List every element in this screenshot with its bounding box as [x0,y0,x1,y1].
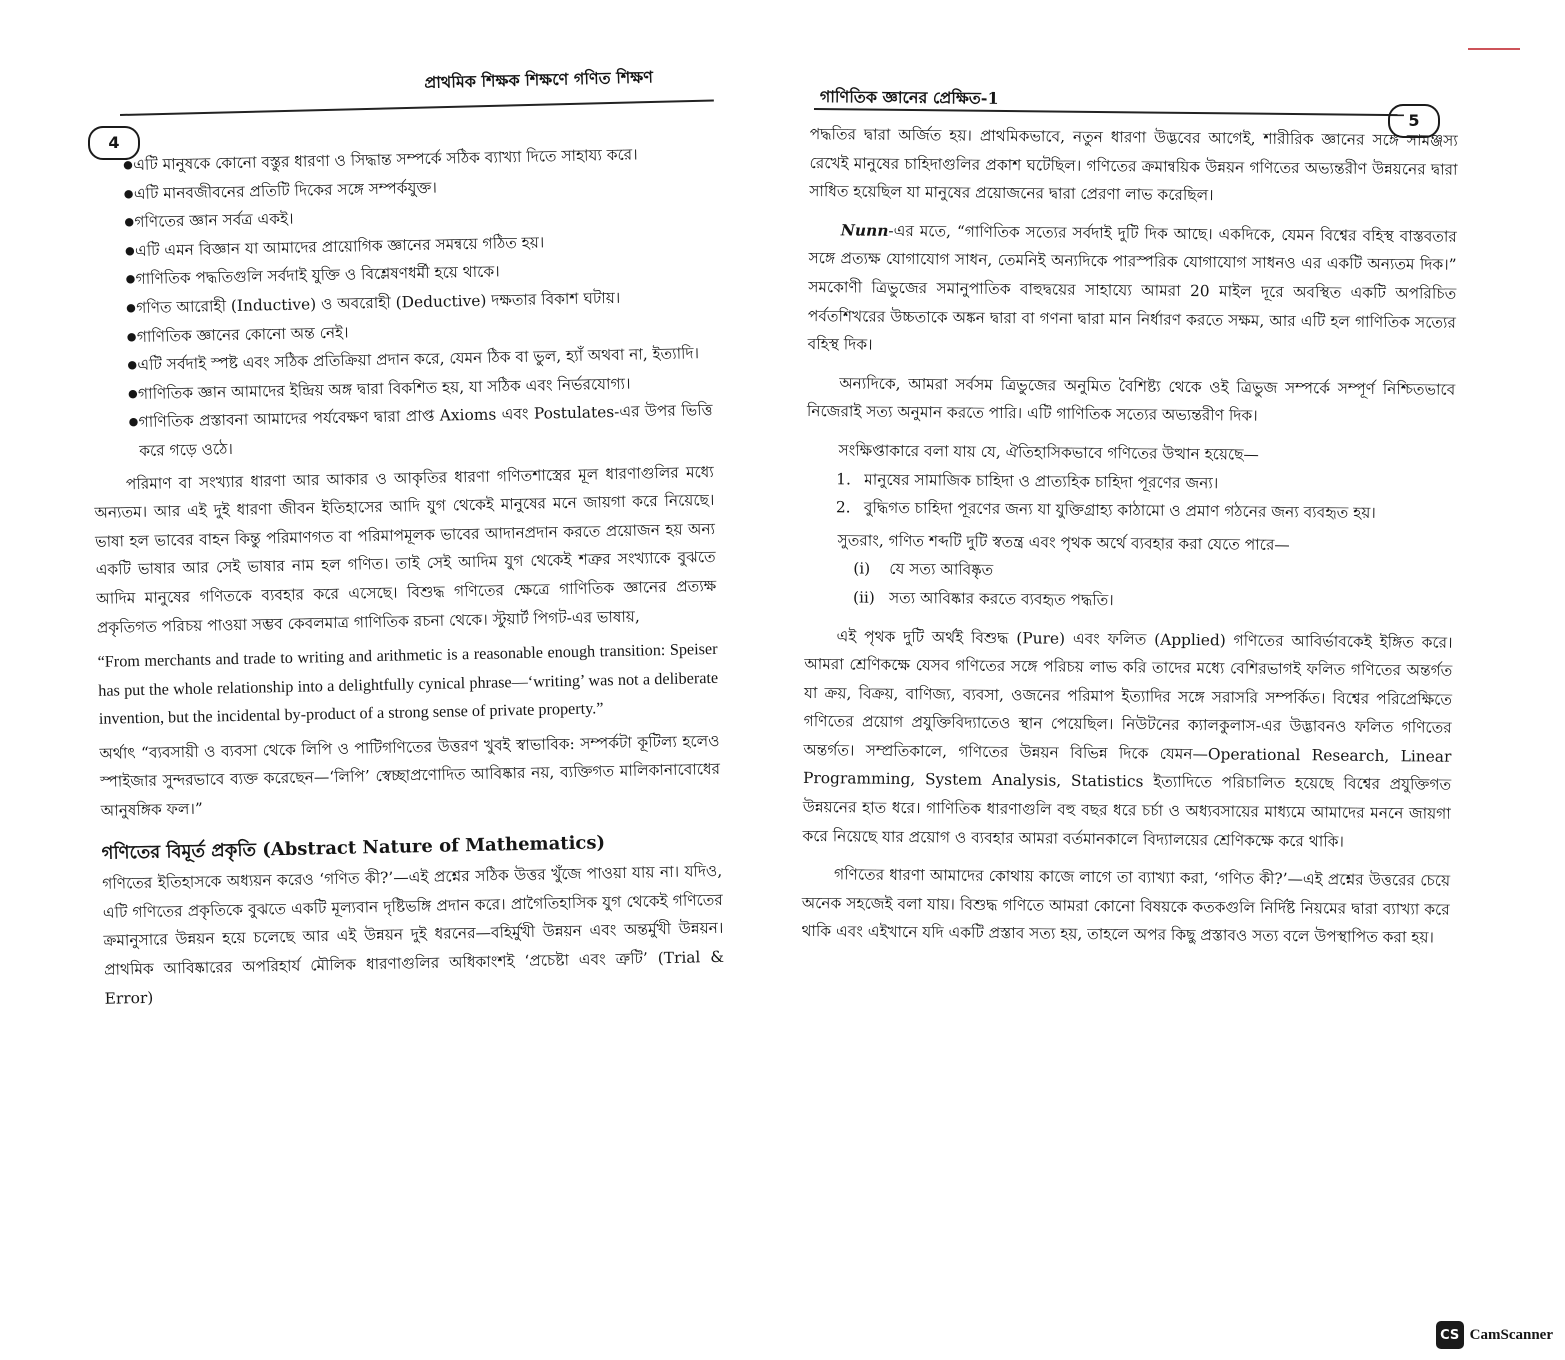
list-item: ● এটি মানুষকে কোনো বস্তুর ধারণা ও সিদ্ধান্ত সম্পর্কে সঠিক ব্যাখ্যা দিতে সাহায্য করে। [87,139,707,181]
list-item: ● এটি সর্বদাই স্পষ্ট এবং সঠিক প্রতিক্রিয়া প্রদান করে, যেমন ঠিক বা ভুল, হ্যাঁ অথবা না, ইত্যাদি। [91,339,711,381]
list-item: (ii) সত্য আবিষ্কার করতে ব্যবহৃত পদ্ধতি। [852,588,1114,610]
list-item: 1. মানুষের সামাজিক চাহিদা ও প্রাত্যহিক চাহিদা পূরণের জন্য। [836,469,1219,492]
list-item: 2. বুদ্ধিগত চাহিদা পূরণের জন্য যা যুক্তিগ্রাহ্য কাঠামো ও প্রমাণ গঠনের জন্য ব্যবহৃত হয়। [835,498,1376,523]
list-item: ● গাণিতিক পদ্ধতিগুলি সর্বদাই যুক্তি ও বিশ্লেষণধর্মী হয়ে থাকে। [89,253,709,295]
list-item: ● গাণিতিক জ্ঞান আমাদের ইন্দ্রিয় অঙ্গ দ্বারা বিকশিত হয়, যা সঠিক এবং নির্ভরযোগ্য। [92,368,712,410]
paragraph-abstract-nature: গণিতের ইতিহাসকে অধ্যয়ন করেও ‘গণিত কী?’—এই প্রশ্নের সঠিক উত্তর খুঁজে পাওয়া যায় না। যদিও, এটি গণিতের প্রকৃতিকে বুঝতে একটি মূল্যবান দৃষ্টিভঙ্গি প্রদান করে। প্রাগৈতিহাসিক যুগ থেকেই গণিতের ক্রমানুসারে উন্নয়ন হয়ে চলেছে আর এই উন্নয়ন দুই ধরনের—বহির্মুখী উন্নয়ন এবং অন্তর্মুখী উন্নয়ন। প্রাথমিক আবিষ্কারের অপরিহার্য মৌলিক ধারণাগুলির অধিকাংশই ‘প্রচেষ্টা এবং ত্রুটি’ (Trial & Error) [102,862,725,1008]
left-page-content [86,93,725,1019]
right-page-content [801,120,1458,959]
camscanner-watermark [1436,1320,1553,1350]
list-item: ● গণিত আরোহী (Inductive) ও অবরোহী (Deductive) দক্ষতার বিকাশ ঘটায়। [90,282,710,324]
nunn-text: -এর মতে, “গাণিতিক সত্যের সর্বদাই দুটি দিক আছে। একদিকে, যেমন বিশ্বের বহিস্থ বাস্তবতার সঙ্গে প্রত্যক্ষ যোগাযোগ সাধন, তেমনিই অন্যদিকে পারস্পরিক যোগাযোগ সাধনও এর একটি অন্যতম দিক।” সমকোণী ত্রিভুজের সমানুপাতিক বাহুদ্বয়ের সাহায্যে আমরা 20 মাইল দূরে অবস্থিত একটি অপরিচিত পর্বতশিখরের উচ্চতাকে অঙ্কন দ্বারা বা গণনা দ্বারা মান নির্ধারণ করতে সক্ষম, আর এটি হল গাণিতিক সত্যের বহিস্থ দিক। [807,221,1457,354]
nunn-name: Nunn [840,221,889,240]
paragraph-trial-error-continued: পদ্ধতির দ্বারা অর্জিত হয়। প্রাথমিকভাবে, নতুন ধারণা উদ্ভবের আগেই, শারীরিক জ্ঞানের সঙ্গে সামঞ্জস্য রেখেই মানুষের চাহিদাগুলির প্রকাশ ঘটেছিল। গণিতের ক্রমান্বয়িক উন্নয়ন গণিতের অভ্যন্তরীণ উন্নয়নের দ্বারা সাধিত হয়েছিল যা মানুষের প্রয়োজনের দ্বারা প্রেরণা লাভ করেছিল। [809,124,1458,205]
left-running-head: প্রাথমিক শিক্ষক শিক্ষণে গণিত শিক্ষণ [424,67,654,92]
paragraph-usage: গণিতের ধারণা আমাদের কোথায় কাজে লাগে তা ব্যাখ্যা করা, ‘গণিত কী?’—এই প্রশ্নের উত্তরের চেয়ে অনেক সহজেই বলা যায়। বিশুদ্ধ গণিতে আমরা কোনো বিষয়কে কতকগুলি নির্দিষ্ট নিয়মের দ্বারা ব্যাখ্যা করে থাকি এবং এইখানে যদি একটি প্রস্তাব সত্য হয়, তাহলে অপর কিছু প্রস্তাবও সত্য বলে উপস্থাপিত করা হয়। [801,865,1451,948]
english-quote: “From merchants and trade to writing and arithmetic is a reasonable enough transition: Speiser has put the whole relationship into a delightfully cynical phrase—‘writing’ was not a deliberate invention, but the incidental by-product of a strong sense of private property.” [97,639,719,729]
meanings-list [805,554,1454,618]
list-item: (i) যে সত্য আবিষ্কৃত [853,559,994,580]
list-item: ● গাণিতিক প্রস্তাবনা আমাদের পর্যবেক্ষণ দ্বারা প্রাপ্ত Axioms এবং Postulates-এর উপর ভিত্তি করে গড়ে ওঠে। [92,396,713,466]
paragraph-internal-aspect: অন্যদিকে, আমরা সর্বসম ত্রিভুজের অনুমিত বৈশিষ্ট্য থেকে ওই ত্রিভুজ সম্পর্কে সম্পূর্ণ নিশ্চিতভাবে নিজেরাই সত্য অনুমান করতে পারি। এটি গাণিতিক সত্যের অভ্যন্তরীণ দিক। [806,374,1456,426]
list-item: ● গাণিতিক জ্ঞানের কোনো অন্ত নেই। [91,311,711,353]
list-item: ● এটি মানবজীবনের প্রতিটি দিকের সঙ্গে সম্পর্কযুক্ত। [88,168,708,210]
summary-points [806,465,1455,529]
bengali-quote-translation: অর্থাৎ “ব্যবসায়ী ও ব্যবসা থেকে লিপি ও পাটিগণিতের উত্তরণ খুবই স্বাভাবিক: সম্পর্কটা কূটিল্য হলেও স্পাইজার সুন্দরভাবে ব্যক্ত করেছেন—‘লিপি’ স্বেচ্ছাপ্রণোদিত আবিষ্কার নয়, ব্যক্তিগত মালিকানাবোধের আনুষঙ্গিক ফল।” [99,731,721,820]
right-running-head: গাণিতিক জ্ঞানের প্রেক্ষিত-1 [819,86,999,108]
right-page-number: 5 [1388,104,1440,138]
characteristics-list [86,93,713,466]
paragraph-quantity-concept: পরিমাণ বা সংখ্যার ধারণা আর আকার ও আকৃতির ধারণা গণিতশাস্ত্রের মূল ধারণাগুলির মধ্যে অন্যতম। আর এই দুই ধারণা জীবন ইতিহাসের আদি যুগ থেকেই মানুষের মনে জায়গা করে নিয়েছে। ভাষা হল ভাবের বাহন কিন্তু পরিমাণগত বা পরিমাপমূলক ভাবের আদানপ্রদান করতে প্রয়োজন হয় অন্য একটি ভাষার আর সেই ভাষার নাম হল গণিত। তাই সেই আদিম যুগ থেকেই শত্রুর সংখ্যাকে বুঝতে আদিম মানুষের গণিতকে ব্যবহার করে এসেছে। বিশুদ্ধ গণিতের ক্ষেত্রে গাণিতিক জ্ঞানের প্রত্যক্ষ প্রকৃতিগত পরিচয় পাওয়া সম্ভব কেবলমাত্র গাণিতিক রচনা থেকে। স্টুয়ার্ট পিগট-এর ভাষায়, [94,462,717,637]
list-item: ● গণিতের জ্ঞান সর্বত্র একই। [88,196,708,238]
paragraph-nunn [807,216,1456,366]
camscanner-text: CamScanner [1469,1326,1553,1343]
section-heading-abstract-nature: গণিতের বিমূর্ত প্রকৃতি (Abstract Nature of Mathematics) [101,831,606,864]
left-page [0,0,780,1300]
summary-intro: সংক্ষিপ্তাকারে বলা যায় যে, ঐতিহাসিকভাবে গণিতের উত্থান হয়েছে— [838,441,1259,464]
list-item: ● এটি এমন বিজ্ঞান যা আমাদের প্রায়োগিক জ্ঞানের সমন্বয়ে গঠিত হয়। [89,225,709,267]
right-page [780,0,1565,1300]
paragraph-pure-applied: এই পৃথক দুটি অর্থই বিশুদ্ধ (Pure) এবং ফলিত (Applied) গণিতের আবির্ভাবকেই ইঙ্গিত করে। আমরা শ্রেণিকক্ষে যেসব গণিতের সঙ্গে পরিচয় লাভ করি তাদের মধ্যে বেশিরভাগই ফলিত গণিতের অন্তর্গত যা ক্রয়, বিক্রয়, বাণিজ্য, ব্যবসা, ওজনের পরিমাপ ইত্যাদির সঙ্গে সরাসরি সম্পর্কিত। বিশ্বের পরিপ্রেক্ষিতে গণিতের প্রয়োগ প্রযুক্তিবিদ্যাতেও স্থান পেয়েছিল। নিউটনের ক্যালকুলাস-এর উদ্ভাবনও ফলিত গণিতের অন্তর্গত। সম্প্রতিকালে, গণিতের উন্নয়ন বিভিন্ন দিকে যেমন—Operational Research, Linear Programming, System Analysis, Statistics ইত্যাদিতে পরিচালিত হয়েছে বিশ্বের প্রযুক্তিগত উন্নয়নের হাত ধরে। গাণিতিক ধারণাগুলি বহু বছর ধরে চর্চা ও অধ্যবসায়ের মাধ্যমে আমাদের মননে জায়গা করে নিয়েছে যার প্রয়োগ ও ব্যবহার আমরা বর্তমানকালে বিদ্যালয়ের শ্রেণিকক্ষে করে থাকি। [802,626,1453,851]
meaning-intro: সুতরাং, গণিত শব্দটি দুটি স্বতন্ত্র এবং পৃথক অর্থে ব্যবহার করা যেতে পারে— [837,531,1290,554]
left-page-number: 4 [88,126,140,160]
right-head-rule [814,108,1404,116]
camscanner-logo: CS [1436,1321,1464,1349]
